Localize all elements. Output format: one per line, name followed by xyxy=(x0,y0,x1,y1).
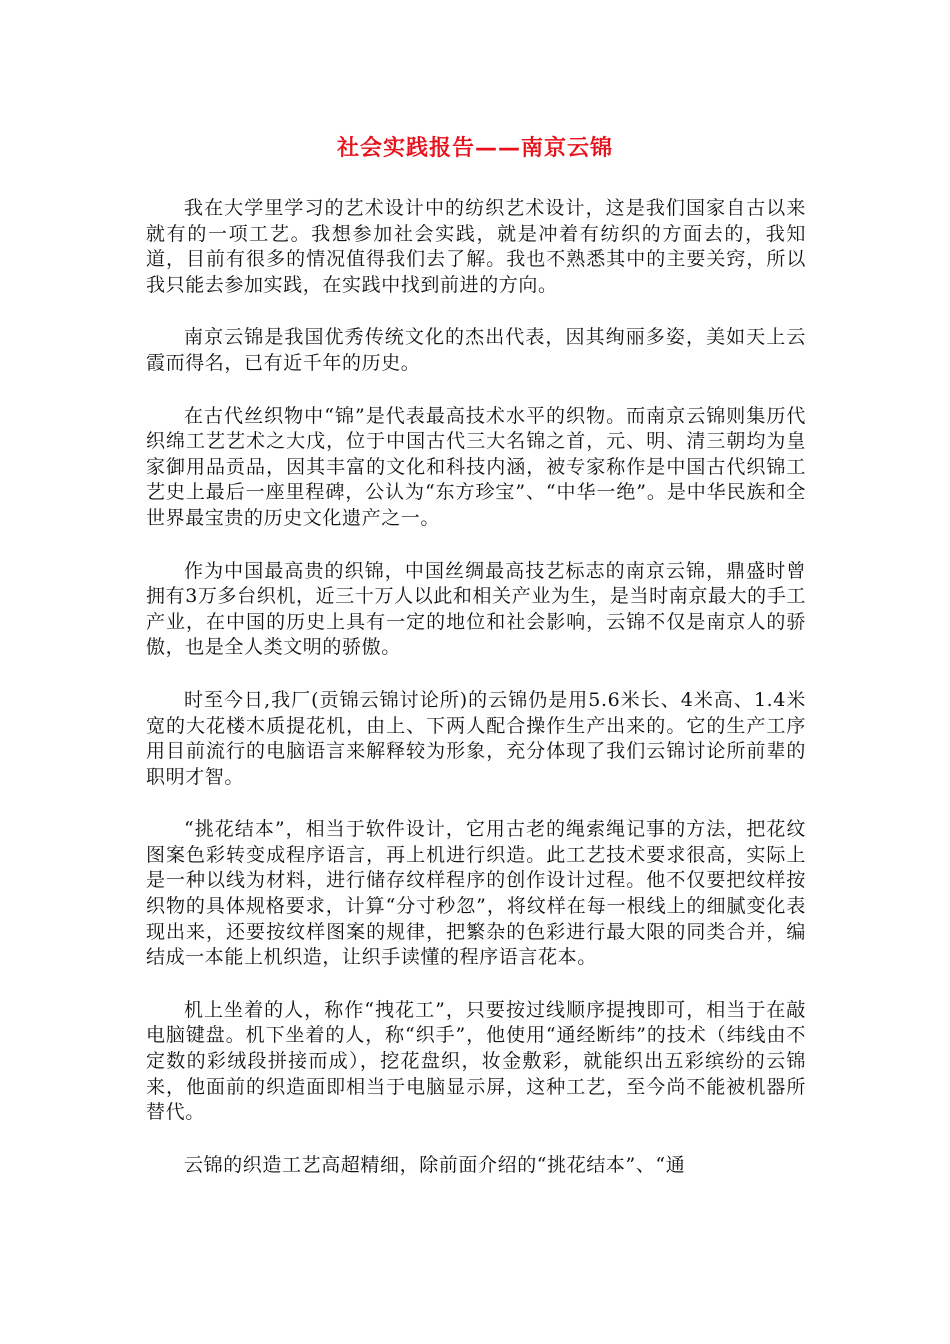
paragraph: 机上坐着的人，称作“拽花工”，只要按过线顺序提拽即可，相当于在敲电脑键盘。机下坐着的人，称“织手”，他使用“通经断纬”的技术（纬线由不定数的彩绒段拼接而成），挖花盘织，妆金敷彩，就能织出五彩缤纷的云锦来，他面前的织造面即相当于电脑显示屏，这种工艺，至今尚不能被机器所替代。 xyxy=(146,998,806,1124)
paragraph: 南京云锦是我国优秀传统文化的杰出代表，因其绚丽多姿，美如天上云霞而得名，已有近千年的历史。 xyxy=(146,326,806,374)
paragraph: 我在大学里学习的艺术设计中的纺织艺术设计，这是我们国家自古以来就有的一项工艺。我想参加社会实践，就是冲着有纺织的方面去的，我知道，目前有很多的情况值得我们去了解。我也不熟悉其中的主要关窍，所以我只能去参加实践，在实践中找到前进的方向。 xyxy=(146,197,806,296)
document-title: 社会实践报告——南京云锦 xyxy=(336,136,613,161)
paragraph: “挑花结本”，相当于软件设计，它用古老的绳索绳记事的方法，把花纹图案色彩转变成程序语言，再上机进行织造。此工艺技术要求很高，实际上是一种以线为材料，进行储存纹样程序的创作设计过程。他不仅要把纹样按织物的具体规格要求，计算“分寸秒忽”，将纹样在每一根线上的细腻变化表现出来，还要按纹样图案的规律，把繁杂的色彩进行最大限的同类合并，编结成一本能上机织造，让织手读懂的程序语言花本。 xyxy=(146,818,806,969)
paragraph: 在古代丝织物中“锦”是代表最高技术水平的织物。而南京云锦则集历代织绵工艺艺术之大戊，位于中国古代三大名锦之首，元、明、清三朝均为皇家御用品贡品，因其丰富的文化和科技内涵，被专家称作是中国古代织锦工艺史上最后一座里程碑，公认为“东方珍宝”、“中华一绝”。是中华民族和全世界最宝贵的历史文化遗产之一。 xyxy=(146,404,806,529)
paragraph: 作为中国最高贵的织锦，中国丝绸最高技艺标志的南京云锦，鼎盛时曾拥有3万多台织机，近三十万人以此和相关产业为生，是当时南京最大的手工产业，在中国的历史上具有一定的地位和社会影响，云锦不仅是南京人的骄傲，也是全人类文明的骄傲。 xyxy=(146,559,806,659)
document-body xyxy=(146,196,806,1205)
paragraph: 时至今日,我厂(贡锦云锦讨论所)的云锦仍是用5.6米长、4米高、1.4米宽的大花楼木质提花机，由上、下两人配合操作生产出来的。它的生产工序用目前流行的电脑语言来解释较为形象，充分体现了我们云锦讨论所前辈的职明才智。 xyxy=(146,688,806,788)
paragraph: 云锦的织造工艺高超精细，除前面介绍的“挑花结本”、“通 xyxy=(184,1153,686,1176)
